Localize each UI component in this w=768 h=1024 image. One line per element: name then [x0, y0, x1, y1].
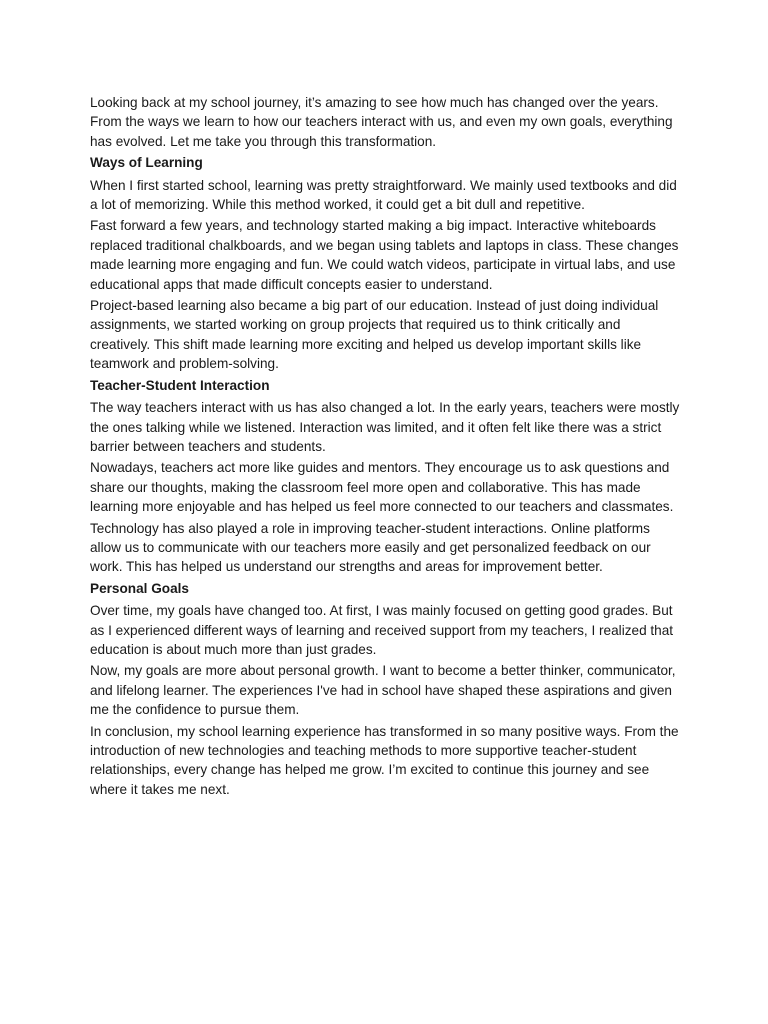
section-heading-ways-of-learning: Ways of Learning — [90, 155, 203, 171]
paragraph: Project-based learning also became a big part of our education. Instead of just doing individual assignments, we started working on group projects that required us to think critically and creatively. This shift made learning more exciting and helped us develop important skills like teamwork and problem-solving. — [90, 298, 659, 372]
paragraph: Fast forward a few years, and technology started making a big impact. Interactive whiteboards replaced traditional chalkboards, and we began using tablets and laptops in class. These changes made learning more engaging and fun. We could watch videos, participate in virtual labs, and use educational apps that made difficult concepts easier to understand. — [90, 218, 679, 292]
paragraph: Nowadays, teachers act more like guides and mentors. They encourage us to ask questions and share our thoughts, making the classroom feel more open and collaborative. This has made learning more enjoyable and has helped us feel more connected to our teachers and classmates. — [90, 460, 674, 515]
document-body — [90, 93, 680, 801]
section-heading-teacher-student-interaction: Teacher-Student Interaction — [90, 377, 270, 393]
paragraph: The way teachers interact with us has also changed a lot. In the early years, teachers were mostly the ones talking while we listened. Interaction was limited, and it often felt like there was a strict barrier between teachers and students. — [90, 400, 680, 454]
section-heading-personal-goals: Personal Goals — [90, 580, 189, 596]
paragraph: Technology has also played a role in improving teacher-student interactions. Online platforms allow us to communicate with our teachers more easily and get personalized feedback on our work. This has helped us understand our strengths and areas for improvement better. — [90, 520, 651, 575]
intro-paragraph: Looking back at my school journey, it’s amazing to see how much has changed over the years. From the ways we learn to how our teachers interact with us, and even my own goals, everything has evolved. Let me take you through this transformation. — [90, 95, 673, 149]
paragraph: When I first started school, learning was pretty straightforward. We mainly used textbooks and did a lot of memorizing. While this method worked, it could get a bit dull and repetitive. — [90, 177, 677, 213]
paragraph: Over time, my goals have changed too. At first, I was mainly focused on getting good grades. But as I experienced different ways of learning and received support from my teachers, I realized that education is about much more than just grades. — [90, 603, 674, 657]
paragraph: Now, my goals are more about personal growth. I want to become a better thinker, communicator, and lifelong learner. The experiences I've had in school have shaped these aspirations and given me the confidence to pursue them. — [90, 663, 676, 718]
paragraph: In conclusion, my school learning experience has transformed in so many positive ways. From the introduction of new technologies and teaching methods to more supportive teacher-student relationships, every change has helped me grow. I’m excited to continue this journey and see where it takes me next. — [90, 723, 679, 797]
